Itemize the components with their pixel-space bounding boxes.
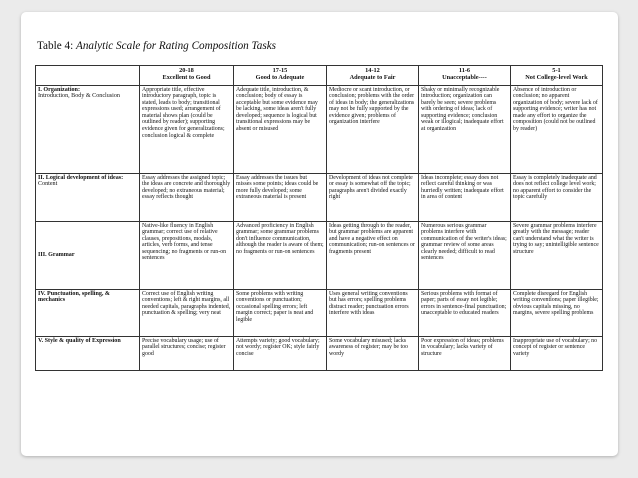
header-row [36,66,603,86]
table-title-prefix: Table 4: [37,40,74,52]
table-cell: Absence of introduction or conclusion; no apparent organization of body; severe lack of supporting evidence; writer has not made any effort to organize the composition (could not be outlined by reader) [511,86,603,174]
table-cell: Native-like fluency in English grammar; correct use of relative clauses, prepositions, modals, articles, verb forms, and tense sequencing; no fragments or run-on sentences [140,222,234,290]
table-row [36,337,603,371]
row-heading [36,174,140,222]
column-range: 5-1 [552,67,561,74]
table-cell: Complete disregard for English writing conventions; paper illegible; obvious capitals missing, no margins, severe spelling problems [511,290,603,337]
table-cell: Some vocabulary misused; lacks awareness of register; may be too wordy [327,337,419,371]
table-title-italic: Analytic Scale for Rating Composition Tasks [75,40,277,52]
table-cell: Essay addresses the issues but misses some points; ideas could be more fully developed; some extraneous material is present [234,174,327,222]
row-heading-title: I. Organization: [38,86,80,93]
table-cell: Advanced proficiency in English grammar; some grammar problems don't influence communication, although the reader is aware of them; no fragments or run-on sentences [234,222,327,290]
table-cell: Uses general writing conventions but has errors; spelling problems distract reader; punctuation errors interfere with ideas [327,290,419,337]
header-corner [36,66,140,86]
row-heading-title: V. Style & quality of Expression [38,337,121,344]
table-cell: Ideas incomplete; essay does not reflect careful thinking or was hurriedly written; inadequate effort in area of content [419,174,511,222]
column-label: Unacceptable---- [442,74,487,81]
table-cell: Correct use of English writing conventions; left & right margins, all needed capitals, paragraphs indented, punctuation & spelling; very neat [140,290,234,337]
table-cell: Poor expression of ideas; problems in vocabulary; lacks variety of structure [419,337,511,371]
table-cell: Shaky or minimally recognizable introduction; organization can barely be seen; severe problems with ordering of ideas; lack of supporting evidence; conclusion weak or illogical; inadequate effort at organization [419,86,511,174]
column-header [234,66,327,86]
column-label: Excellent to Good [162,74,211,81]
row-heading [36,222,140,290]
table-cell: Numerous serious grammar problems interfere with communication of the writer's ideas; grammar review of some areas clearly needed; difficult to read sentences [419,222,511,290]
table-cell: Ideas getting through to the reader, but grammar problems are apparent and have a negative effect on communication; run-on sentences or fragments present [327,222,419,290]
table-cell: Development of ideas not complete or essay is somewhat off the topic; paragraphs aren't divided exactly right [327,174,419,222]
table-row [36,86,603,174]
column-range: 20-18 [179,67,194,74]
column-range: 11-6 [458,67,471,74]
row-heading-title: II. Logical development of ideas: [38,174,124,181]
table-cell: Severe grammar problems interfere greatly with the message; reader can't understand what the writer is trying to say; unintelligible sentence structure [511,222,603,290]
table-row [36,222,603,290]
table-cell: Precise vocabulary usage; use of parallel structures; concise; register good [140,337,234,371]
column-range: 14-12 [365,67,380,74]
column-range: 17-15 [272,67,288,74]
row-heading [36,290,140,337]
table-cell: Serious problems with format of paper; parts of essay not legible; errors in sentence-final punctuation; unacceptable to educated readers [419,290,511,337]
row-heading-title: IV. Punctuation, spelling, & mechanics [38,290,111,304]
table-cell: Mediocre or scant introduction, or conclusion; problems with the order of ideas in body; the generalizations may not be fully supported by the evidence given; problems of organization interfere [327,86,419,174]
table-cell: Appropriate title, effective introductory paragraph, topic is stated, leads to body; transitional expressions used; arrangement of material shows plan (could be outlined by reader); supporting evidence given for generalizations; conclusion logical & complete [140,86,234,174]
table-cell: Attempts variety; good vocabulary; not wordy; register OK; style fairly concise [234,337,327,371]
column-header [511,66,603,86]
column-header [140,66,234,86]
table-cell: Essay is completely inadequate and does not reflect college level work; no apparent effort to consider the topic carefully [511,174,603,222]
table-cell: Adequate title, introduction, & conclusion; body of essay is acceptable but some evidence may be lacking, some ideas aren't fully developed; sequence is logical but transitional expressions may be absent or misused [234,86,327,174]
row-heading-title: III. Grammar [38,251,75,258]
rating-scale-table [35,65,603,371]
row-heading-sub: Content [38,181,58,188]
column-label: Adequate to Fair [349,74,396,81]
table-cell: Some problems with writing conventions or punctuation; occasional spelling errors; left margin correct; paper is neat and legible [234,290,327,337]
slide-card [21,12,618,456]
table-row [36,290,603,337]
table-cell: Essay addresses the assigned topic; the ideas are concrete and thoroughly developed; no extraneous material; essay reflects thought [140,174,234,222]
table-row [36,174,603,222]
row-heading [36,337,140,371]
row-heading-sub: Introduction, Body & Conclusion [38,93,120,100]
column-label: Not College-level Work [525,74,588,81]
table-cell: Inappropriate use of vocabulary; no concept of register or sentence variety [511,337,603,371]
column-header [327,66,419,86]
row-heading [36,86,140,174]
table-title [37,40,276,52]
column-header [419,66,511,86]
column-label: Good to Adequate [255,74,305,81]
